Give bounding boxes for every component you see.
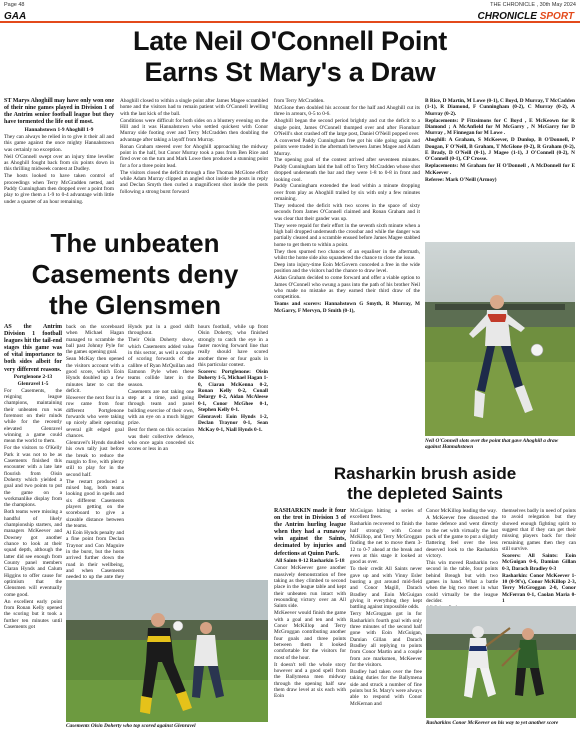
story3-paragraph: A McKeever free dissected the home defence and went directly to the net with virtually the last puck of the game to put a slightly flattering feel over the less deserved look to the Rasharkin victory. bbox=[426, 514, 498, 559]
story1-teams-intro: Teams and scorers: Hannahstown G Smyth, R Murray, M McGarry, F Mervyn, D Smith (0-1), bbox=[274, 301, 420, 314]
story1-paragraph: They then spurned two chances of an equaliser in the aftermath, whilst the home side also squandered the chance to close the issue. bbox=[274, 248, 420, 261]
story3-column-2 bbox=[350, 508, 422, 734]
story3-paragraph: Rasharkin recovered to finish the half strongly with Conor McKillop, and Terry McGroggan finding the net to move them 3-12 to 0-7 ahead at the break and even at this stage it looked at good as over. bbox=[350, 521, 422, 566]
story1-headline-line1: Late Neil O'Connell Point bbox=[133, 26, 447, 56]
story3-photo bbox=[426, 606, 576, 718]
story1-paragraph: They reduced the deficit with two scores in the space of sixty seconds from James O'Connell claimed and Ronan Graham and it was clear that their gander was up. bbox=[274, 203, 420, 222]
story1-teams: B Rice, D Martin, M Lowe (0-1), C Boyd, D Murray, T McCadden (1-1), R Diamond, F Cunningham (0-2), C Murray (0-2), A Murray (0-2). bbox=[425, 98, 575, 117]
sport-label-sport: SPORT bbox=[539, 11, 574, 22]
story1-paragraph: Ahoghill closed to within a single point after James Magee scrambled home and the visitors had to remain patient with O'Connell levelling with the last kick of the ball. bbox=[120, 98, 268, 117]
story1-photo-caption: Neil O'Connell slots over the point that gave Ahoghill a draw against Hannahstown bbox=[425, 438, 559, 451]
story1-teams: Referee: Mark O'Neill (Armoy) bbox=[425, 176, 497, 183]
story1-paragraph: from Terry McCradden. bbox=[274, 98, 325, 104]
story1-paragraph: Ronan Graham steered over for Ahoghill approaching the midway point in the half, but Conor Murray took a pass from Ben Rice and fired over on the turn and Mark Lowe then produced a stunning point for a for a three point lead. bbox=[120, 143, 268, 169]
story3-lede: RASHARKIN made it four on the trot in Division 3 of the Antrim hurling league when they had a runaway win against the Saints, decimated by injuries and defections at Quinn Park. bbox=[274, 508, 346, 557]
story1-teams: Ahoghill: A Graham, S McKeever, D Dunlop, B O'Donnell, P Dougan, F O'Neill, B Graham, T McGlone (0-2), R Graham (0-2), E Brady, D O'Neill (0-1), J Magee (1-1), J O'Connell (0-2), N O'Connell (0-1), CP Crosse. bbox=[425, 137, 575, 163]
story3-paragraph: Conor McKeever gave another massively demonstration of free taking as they climbed to second place in the league table and kept their unbeaten run intact with resounding victory over an All Saints side. bbox=[274, 565, 346, 610]
story1-paragraph: The visitors closed the deficit through a fine Thomas McGlone effort while Adam Murray clipped an angled shot inside the posts in reply and Declan Smyth then curled a magnificent shot inside the posts following a strong burst forward bbox=[120, 169, 268, 195]
story2-photo bbox=[66, 580, 268, 722]
story1-teams: Replacements: P Fitzsimons for C Boyd , E McKeown for R Diamond ; A McAnfield for M McGarry , N McGarry for D Murray , M Finnegan for M Lowe . bbox=[425, 117, 575, 137]
sport-label-chronicle: CHRONICLE bbox=[477, 11, 537, 22]
story2-score-line: Portglenone 2-13 Glenravel 1-5 bbox=[13, 374, 53, 387]
story2-column-2 bbox=[66, 324, 124, 581]
football-action-photo bbox=[425, 242, 575, 436]
story3-scorers: Rasharkin: Conor McKeever 1-10 (0-9f's), Conor McKillop 2-3, Terry McGroggan 2-0, Conor McFerran 0-1, Caolan Maria 0-1 bbox=[502, 572, 576, 604]
story1-paragraph: Aidan Graham decided to come forward and offer a viable option to James O'Connell who swung a pass into the path of his brother Neil who made no mistake as they earned their third draw of the competition. bbox=[274, 275, 420, 301]
story2-photo-caption: Casements Oisin Doherty who top scored against Glenravel bbox=[66, 723, 196, 729]
section-bar bbox=[0, 11, 580, 23]
story2-column-1 bbox=[4, 324, 62, 734]
story2-lede: AS the Antrim Division 1 football leagues hit the tail-end stages this game was of vital importance to both sides albeit for very different reasons. bbox=[4, 324, 62, 373]
story1-paragraph: Conditions were difficult for both sides on a blustery evening on the Hill and it was Hannahstown who settled quickest with Conor Murray side footing over and Terry McCradden then doubling the advantage after taking a layoff from Murray. bbox=[120, 117, 268, 143]
gaelic-football-photo bbox=[66, 580, 268, 722]
football-ball bbox=[531, 344, 543, 356]
story2-paragraph: Glenravel's Hynds doubled his own tally just before the break to reduce the margin to five, with plenty still to play for in the second half. bbox=[66, 439, 124, 478]
story1-lede: ST Marys Ahoghill may have only won one of their nine games played in Division 1 of the Antrim senior football league but they have tormented the life out if most. bbox=[4, 98, 114, 126]
story3-paragraph: It doesn't tell the whole story however and a good spell from the Ballymena men midway through the opening half saw them draw level at six each with Eoin bbox=[274, 661, 346, 700]
story2-paragraph: The restart produced a mixed bag, both teams looking good in spells and six different Casements players getting on the scoreboard to give a sizeable distance between the teams. bbox=[66, 478, 124, 530]
football-ball bbox=[173, 621, 183, 631]
story1-paragraph: Neil O'Connell swept over an injury time leveller as Ahoghill fought back from six points down in this thrilling midweek contest at Dudley. bbox=[4, 153, 114, 173]
story2-headline-line2: Casements deny bbox=[31, 259, 239, 289]
story2-paragraph: For the visitors to O'Kelly Park it was not to be as Casements finished this encounter with a late late flourish from Oisin Doherty which yielded a goal and two points to put the game on a workmanlike display from the champions. bbox=[4, 445, 62, 509]
story2-paragraph: Casements are not taking one step at a time, and going through team and panel building exercise of their own, with an eye on a much bigger prize. bbox=[128, 388, 194, 427]
story1-headline-line2: Earns St Mary's a Draw bbox=[144, 57, 436, 87]
story3-paragraph: To their credit All Saints never gave up and with Vinny Esler busting a gut around mid-field and Conor Magill, Darach Bradley and Eoin McGuigan giving it everything they kept battling against impossible odds. bbox=[350, 566, 422, 611]
story2-headline-line1: The unbeaten bbox=[50, 228, 220, 258]
section-label-gaa: GAA bbox=[4, 11, 27, 22]
story2-paragraph: hours football, while up front Oisin Doherty, who finished strongly to catch the eye in a faster moving forward line that really should have scored another three or four goals in this particular contest. bbox=[198, 324, 268, 369]
story1-paragraph: Ahoghill began the second period brightly and cut the deficit to a single point, James O'Connell thumped over and after Fionnbarr O'Neill's shot crashed off the large post, Daniel O'Neill popped over. bbox=[274, 118, 420, 137]
story1-paragraph: Deep into injury-time Eoin McGovern conceded a free in the wide position and the visitors had the chance to draw level. bbox=[274, 261, 420, 275]
story1-paragraph: The opening goal of the contest arrived after seventeen minutes. Paddy Cunningham laid the ball off to Terry McCradden whose shot dropped underneath the bar and they were 1-8 to 0-8 in front and looking cool. bbox=[274, 157, 420, 183]
story1-teams: Replacements: M Graham for H O'Donnell , A McDonnell for E McKeever . bbox=[425, 163, 575, 176]
story3-score-line: All Saints 0-12 Rasharkin 5-18 bbox=[275, 558, 345, 565]
story3-photo-caption: Rasharkins Conor McKeever on his way to yet another score bbox=[426, 720, 559, 726]
story1-score-line: Hannahstown 1-9 Ahoghill 1-9 bbox=[24, 126, 94, 133]
story3-paragraph: Conor McKillop leading the way. bbox=[426, 508, 498, 514]
masthead-date: THE CHRONICLE , 30th May 2024 bbox=[490, 2, 576, 8]
story3-paragraph: Bradley had taken over the free taking duties for the Ballymena side and struck a number of fine points but St. Mary's were always able to respond with Conor McKernan and bbox=[350, 668, 422, 707]
story3-headline bbox=[274, 464, 576, 504]
story2-paragraph: back on the scoreboard when Michael Hagan managed to scramble the ball past Johnny Pyle for the games opening goal. bbox=[66, 324, 124, 356]
story2-headline bbox=[4, 228, 266, 321]
page-header bbox=[0, 0, 580, 10]
story1-paragraph: McGlone then doubled his account for the half and Ahoghill cut its three in arrears, 0-5 to 0-6. bbox=[274, 104, 420, 118]
hurling-action-photo bbox=[426, 606, 576, 718]
story2-paragraph: For Casements, the reigning league champions, maintaining their unbeaten run was foremost on their minds while for the recently elevated Glenravel winning a game could mean the world to them. bbox=[4, 387, 62, 445]
story1-paragraph: The hosts looked to have taken control of proceedings when Terry McGradden netted, and Paddy Cunningham then dropped over a point from play to give them a 1-9 to 0-4 advantage with little under a quarter of an hour remaining. bbox=[4, 173, 114, 205]
story2-paragraph: Best for them on this occasion was their collective defence, who once again conceded six scores or less in an bbox=[128, 427, 194, 453]
story2-paragraph: Hynds put in a good shift throughout. bbox=[128, 324, 194, 337]
story3-column-1 bbox=[274, 508, 346, 734]
story2-paragraph: Sean McKay then opened the visitors account with a good score, which Eoin Hynds doubled up a few minutes later to cut the deficit. bbox=[66, 356, 124, 395]
story1-headline bbox=[0, 26, 580, 88]
story3-paragraph: themselves badly in need of points to avoid relegation but they showed enough fighting spirit to suggest that if they can get their missing players back for their remaining games then they can still survive. bbox=[502, 508, 576, 553]
story2-paragraph: Their Oisin Doherty show, which Casements added value in this sector, as well a couple of scoring forwards of the calibre of Ryan McQuillan and Eamonn Pyle when these teams collide later in the season. bbox=[128, 337, 194, 388]
story2-paragraph: An excellent early point from Ronan Kelly opened the scoring but it took a further ten minutes until Casements got bbox=[4, 598, 62, 631]
section-label-sport bbox=[477, 11, 574, 22]
story3-paragraph: Terry McGroggan got in for Rasharkin's fourth goal with only three minutes of the second half gone with Eoin McGuigan, Damian Gillan and Darach Bradley all replying to points from Conor Martin and a couple from ace marksmen, McKeever for the visitors. bbox=[350, 611, 422, 669]
story2-scorers: Scorers: Portglenone: Oisin Doherty 1-5, Michael Hagan 1-0, Ciaran McKenna 0-2, Ronan Kelly 0-2, Conall Delargy 0-2, Aidan McAleese 0-1, Conor McGhee 0-1, Stephen Kelly 0-1. bbox=[198, 369, 268, 414]
story1-paragraph: Paddy Cunningham extended the lead within a minute dropping over from play as Ahoghill trailed by six with only a few minutes remaining. bbox=[274, 183, 420, 203]
story1-paragraph: They were repaid for their effort in the seventh sixth minute when a high ball dropped underneath the crossbar and while the danger was partially cleared and a scramble ensued before James Magee stabbed home to get them to within a point. bbox=[274, 222, 420, 248]
story2-scorers: Glenravel: Eoin Hynds 1-2, Declan Traynor 0-1, Sean McKay 0-1, Niall Hynds 0-1. bbox=[198, 414, 268, 433]
story1-column-3 bbox=[274, 98, 420, 460]
story1-column-1 bbox=[4, 98, 114, 226]
page-number: Page 48 bbox=[4, 2, 25, 8]
story2-column-3 bbox=[128, 324, 194, 576]
story3-scorers: Scorers: All Saints: Eoin McGuigan 0-6, Damian Gillan 0-3, Darach Bradley 0-3 bbox=[502, 553, 576, 572]
story1-paragraph: They can always be relied in to give it their all and this game against the once mighty Hannahstown was certainly no exception. bbox=[4, 133, 114, 153]
story1-photo bbox=[425, 242, 575, 436]
story3-paragraph: McGuigan hitting a series of excellent frees. bbox=[350, 508, 422, 521]
story2-paragraph: However the next four in a row came from four different Portglenone forwards who were taking up nicely albeit operating several gilt edged goal chances. bbox=[66, 394, 124, 440]
story3-headline-line1: Rasharkin brush aside bbox=[333, 464, 517, 483]
story2-headline-line3: the Glensmen bbox=[49, 290, 221, 320]
story1-column-2 bbox=[120, 98, 268, 226]
story3-paragraph: McKeever would finish the game with a goal and ten and with Conor McKillop and Terry McGroggan contributing another four goals and three points between them it looked comfortable for the visitors for most of the hour. bbox=[274, 610, 346, 661]
story2-paragraph: Al Eoin Hynds penalty and a fine point from Declan Traynor and Con Maguire in the burst, but the hosts arrived further down the road in their wellbeing, and when Casements needed to up the ante they bbox=[66, 529, 124, 581]
story3-headline-line2: the depleted Saints bbox=[347, 484, 503, 503]
story3-column-4 bbox=[502, 508, 576, 604]
story3-column-3 bbox=[426, 508, 498, 604]
story1-column-4 bbox=[425, 98, 575, 238]
story3-paragraph: This win moved Rasharkin two second in the table, four points behind Breagh but with two games in hand. What a battle when the big two meet in what could virtually be the league decider. bbox=[426, 559, 498, 604]
story2-column-4 bbox=[198, 324, 268, 576]
story1-paragraph: A converted Paddy Cunningham free got his side going again and points were traded in the aftermath between James Magee and Adam Murray. bbox=[274, 137, 420, 157]
story2-paragraph: Both teams were missing a handful of likely championship starters, and managers McKeever and Downey got another chance to look at their squad depth, although the latter did see enough from County panel members Ciaran Hynds and Calum Higgins to offer cause for optimism that the Glensmen will eventually come good. bbox=[4, 509, 62, 598]
